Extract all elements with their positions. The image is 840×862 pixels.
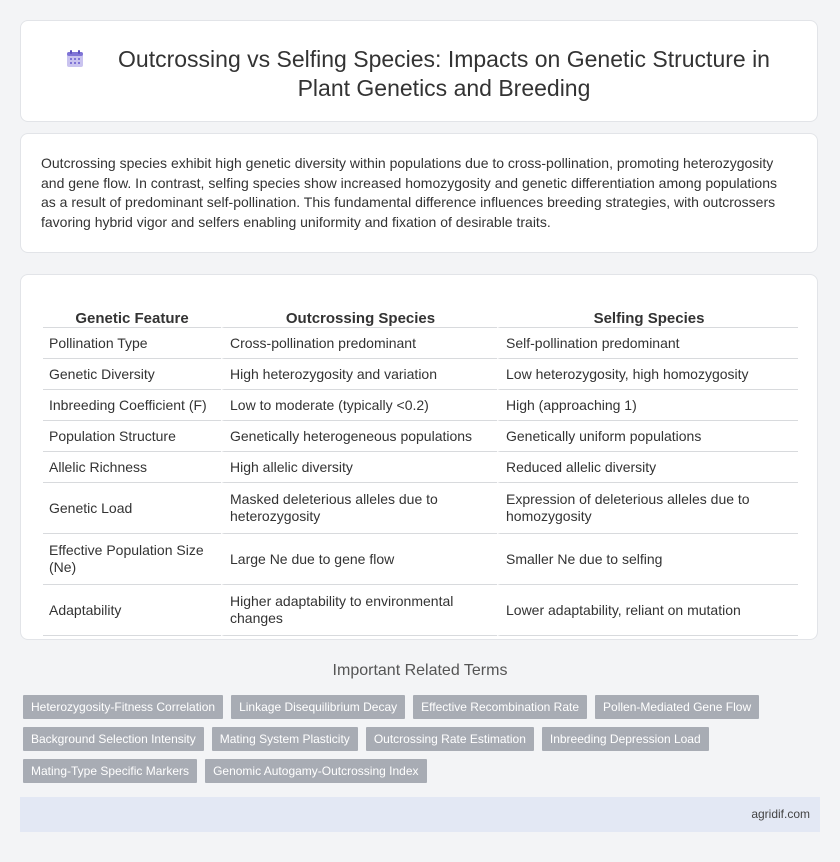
column-header: Genetic Feature (43, 293, 221, 328)
table-header-row (43, 293, 798, 328)
selfing-cell: Smaller Ne due to selfing (497, 534, 798, 585)
table-row (43, 421, 798, 452)
intro-card (20, 133, 818, 253)
selfing-cell: Self-pollination predominant (497, 328, 798, 359)
outcrossing-cell: Genetically heterogeneous populations (221, 421, 497, 452)
related-term-tag[interactable]: Inbreeding Depression Load (542, 727, 709, 751)
page-title: Outcrossing vs Selfing Species: Impacts on Genetic Structure in Plant Genetics and Breeding (118, 46, 770, 101)
selfing-cell: Lower adaptability, reliant on mutation (497, 585, 798, 636)
selfing-cell: Reduced allelic diversity (497, 452, 798, 483)
feature-cell: Allelic Richness (43, 452, 221, 483)
related-term-tag[interactable]: Effective Recombination Rate (413, 695, 587, 719)
related-term-tag[interactable]: Outcrossing Rate Estimation (366, 727, 534, 751)
table-row (43, 534, 798, 585)
intro-paragraph: Outcrossing species exhibit high genetic diversity within populations due to cross-pollination, promoting heterozygosity and gene flow. In contrast, selfing species show increased homozygosity and genetic differentiation among populations as a result of predominant self-pollination. This fundamental difference influences breeding strategies, with outcrossers favoring hybrid vigor and selfers enabling uniformity and fixation of desirable traits. (41, 155, 777, 230)
feature-cell: Population Structure (43, 421, 221, 452)
outcrossing-cell: Low to moderate (typically <0.2) (221, 390, 497, 421)
column-header: Outcrossing Species (221, 293, 497, 328)
related-terms-heading: Important Related Terms (332, 662, 508, 679)
title-card (20, 20, 818, 122)
outcrossing-cell: High allelic diversity (221, 452, 497, 483)
related-term-tag[interactable]: Mating System Plasticity (212, 727, 358, 751)
feature-cell: Adaptability (43, 585, 221, 636)
outcrossing-cell: Masked deleterious alleles due to heterozygosity (221, 483, 497, 534)
selfing-cell: Low heterozygosity, high homozygosity (497, 359, 798, 390)
site-link[interactable]: agridif.com (751, 807, 810, 821)
selfing-cell: High (approaching 1) (497, 390, 798, 421)
related-term-tag[interactable]: Pollen-Mediated Gene Flow (595, 695, 759, 719)
footer-bar (20, 797, 820, 832)
table-row (43, 483, 798, 534)
outcrossing-cell: Higher adaptability to environmental changes (221, 585, 497, 636)
related-term-tag[interactable]: Background Selection Intensity (23, 727, 204, 751)
table-row (43, 390, 798, 421)
comparison-table (43, 293, 798, 636)
feature-cell: Pollination Type (43, 328, 221, 359)
comparison-card (20, 274, 818, 640)
outcrossing-cell: High heterozygosity and variation (221, 359, 497, 390)
table-row (43, 359, 798, 390)
selfing-cell: Expression of deleterious alleles due to homozygosity (497, 483, 798, 534)
related-term-tag[interactable]: Heterozygosity-Fitness Correlation (23, 695, 223, 719)
related-term-tag[interactable]: Mating-Type Specific Markers (23, 759, 197, 783)
feature-cell: Effective Population Size (Ne) (43, 534, 221, 585)
related-term-tag[interactable]: Genomic Autogamy-Outcrossing Index (205, 759, 426, 783)
table-row (43, 585, 798, 636)
related-term-tag[interactable]: Linkage Disequilibrium Decay (231, 695, 405, 719)
selfing-cell: Genetically uniform populations (497, 421, 798, 452)
column-header: Selfing Species (497, 293, 798, 328)
outcrossing-cell: Cross-pollination predominant (221, 328, 497, 359)
related-terms-list (23, 695, 783, 783)
feature-cell: Inbreeding Coefficient (F) (43, 390, 221, 421)
table-row (43, 328, 798, 359)
outcrossing-cell: Large Ne due to gene flow (221, 534, 497, 585)
feature-cell: Genetic Load (43, 483, 221, 534)
feature-cell: Genetic Diversity (43, 359, 221, 390)
table-row (43, 452, 798, 483)
calendar-icon (65, 49, 85, 69)
